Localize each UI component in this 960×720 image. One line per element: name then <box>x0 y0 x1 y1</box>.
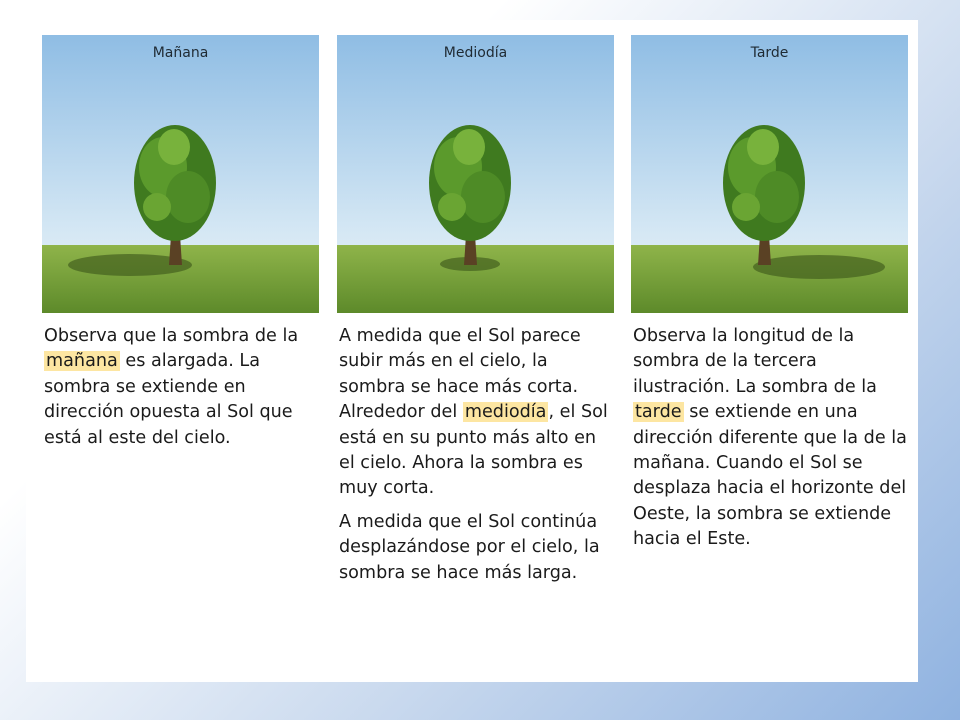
highlighted-keyword: mañana <box>46 351 118 372</box>
column-afternoon <box>631 35 908 553</box>
afternoon-tree-illustration <box>631 35 908 313</box>
morning-tree-illustration <box>42 35 319 313</box>
highlighted-keyword: tarde <box>635 402 682 423</box>
column-noon <box>337 35 614 586</box>
column-morning <box>42 35 319 451</box>
description-paragraph: Observa la longitud de la sombra de la tercera ilustración. La sombra de la tarde se extiende en una dirección diferente que la de la mañana. Cuando el Sol se desplaza hacia el horizonte del Oeste, la sombra se extiende hacia el Este. <box>633 326 907 550</box>
shadow-shape <box>753 255 885 279</box>
highlighted-keyword: mediodía <box>464 402 547 423</box>
description-paragraph: A medida que el Sol parece subir más en el cielo, la sombra se hace más corta. Alrededor del mediodía , el Sol está en su punto más alto en el cielo. Ahora la sombra es muy corta. <box>339 326 608 499</box>
tree-crown <box>134 125 216 241</box>
illustration-label: Tarde <box>750 45 789 61</box>
description-paragraph: A medida que el Sol continúa desplazándose por el cielo, la sombra se hace más larga. <box>339 511 600 583</box>
description-paragraph: Observa que la sombra de la mañana es alargada. La sombra se extiende en dirección opuesta al Sol que está al este del cielo. <box>44 326 299 448</box>
illustration-label: Mañana <box>152 45 209 61</box>
tree-crown <box>429 125 511 241</box>
content-panel <box>26 20 918 682</box>
noon-tree-illustration <box>337 35 614 313</box>
illustration-label: Mediodía <box>443 45 508 61</box>
tree-crown <box>723 125 805 241</box>
